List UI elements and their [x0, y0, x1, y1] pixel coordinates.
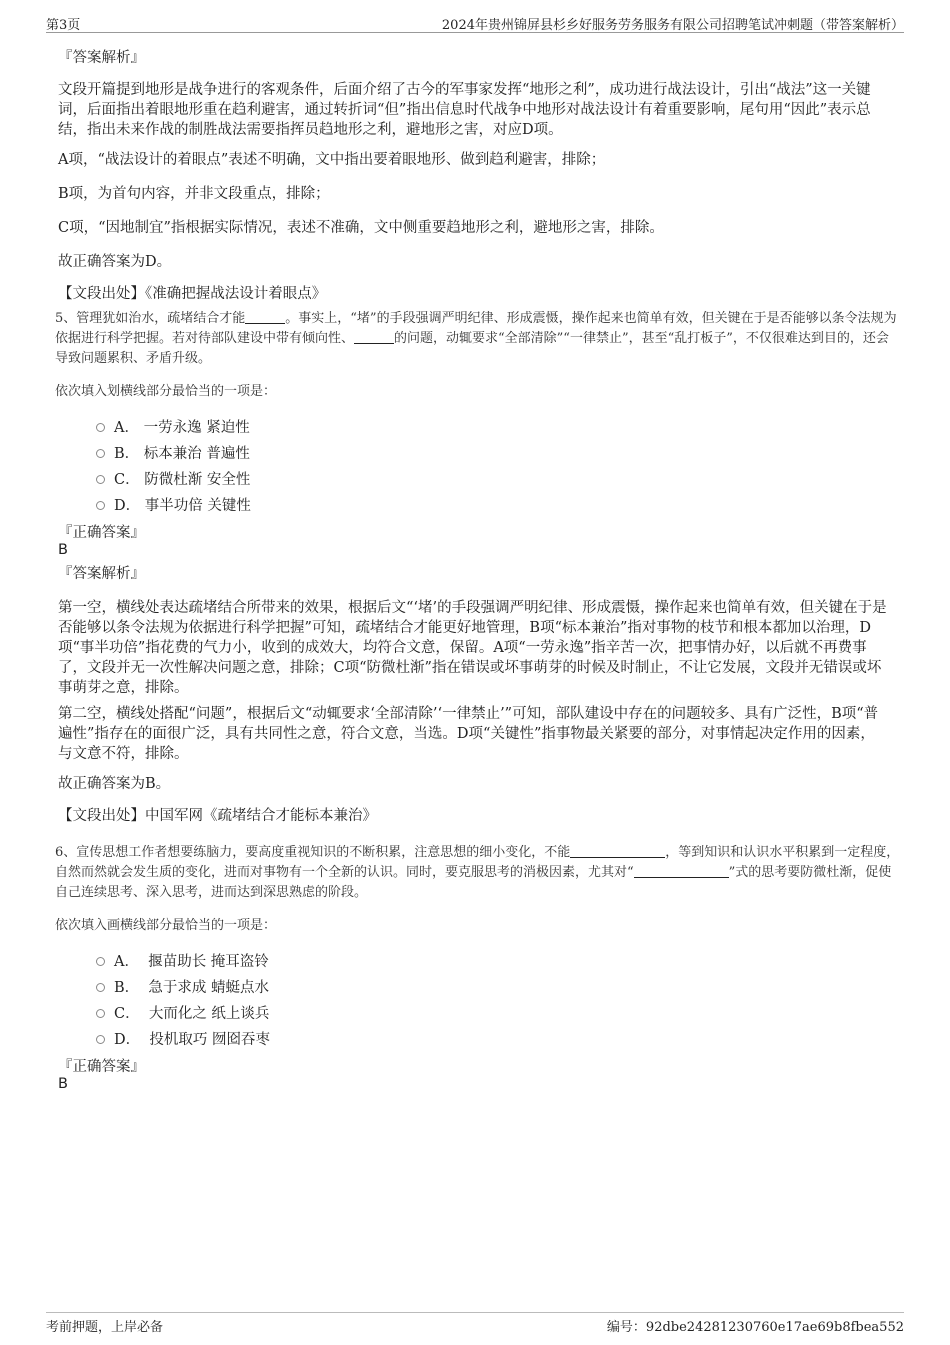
document-title: 2024年贵州锦屏县杉乡好服务劳务服务有限公司招聘笔试冲刺题（带答案解析） — [441, 18, 904, 33]
question-5-blank-2 — [354, 331, 394, 344]
radio-icon[interactable] — [96, 1009, 105, 1018]
analysis-paragraph-2: 第二空，横线处搭配“问题”，根据后文“动辄要求‘全部清除’‘一律禁止’”可知，部队建设中存在的问题较多、具有广泛性，B项“普遍性”指存在的面很广泛，具有共同性之意，符合文意，当选。D项“关键性”指事物最关紧要的部分，对事情起决定作用的因素，与文意不符，排除。 — [58, 706, 879, 762]
analysis-label: 『答案解析』 — [58, 50, 145, 66]
footer-slogan: 考前押题，上岸必备 — [46, 1320, 164, 1335]
analysis-label: 『答案解析』 — [58, 566, 145, 582]
radio-icon[interactable] — [96, 957, 105, 966]
page-number: 第3页 — [46, 18, 81, 33]
question-5-option-a[interactable]: A． 一劳永逸 紧迫性 — [96, 418, 250, 438]
radio-icon[interactable] — [96, 501, 105, 510]
question-5-blank-1 — [245, 311, 285, 324]
question-5-prompt: 依次填入划横线部分最恰当的一项是： — [55, 384, 277, 399]
analysis-option-c: C项，“因地制宜”指根据实际情况，表述不准确，文中侧重要趋地形之利，避地形之害，排除。 — [58, 220, 664, 236]
question-6-stem: 6、宣传思想工作者想要练脑力，要高度重视知识的不断积累，注意思想的细小变化，不能 ，等到知识和认识水平积累到一定程度，自然而然就会发生质的变化，进而对事物有一个全新的认识。同时，要克服思考的消极因素，尤其对“ ”式的思考要防微杜渐，促使自己连续思考、深入思考，进而达到深思熟虑的阶段。 — [55, 845, 900, 900]
radio-icon[interactable] — [96, 423, 105, 432]
radio-icon[interactable] — [96, 475, 105, 484]
correct-answer: B — [58, 542, 68, 558]
question-5-option-c[interactable]: C． 防微杜渐 安全性 — [96, 470, 250, 490]
analysis-conclusion: 故正确答案为D。 — [58, 254, 172, 270]
question-6-prompt: 依次填入画横线部分最恰当的一项是： — [55, 918, 277, 933]
page-header — [46, 12, 904, 33]
question-6-option-c[interactable]: C． 大而化之 纸上谈兵 — [96, 1004, 269, 1024]
source-citation: 【文段出处】中国军网《疏堵结合才能标本兼治》 — [58, 808, 377, 824]
correct-answer-label: 『正确答案』 — [58, 525, 145, 541]
source-citation: 【文段出处】《准确把握战法设计着眼点》 — [58, 286, 327, 302]
question-6-option-a[interactable]: A． 揠苗助长 掩耳盗铃 — [96, 952, 269, 972]
analysis-paragraph-1: 第一空，横线处表达疏堵结合所带来的效果，根据后文“‘堵’的手段强调严明纪律、形成震慑，操作起来也简单有效，但关键在于是否能够以条令法规为依据进行科学把握”可知，疏堵结合才能更好地管理，B项“标本兼治”指对事物的枝节和根本都加以治理，D项“事半功倍”指花费的气力小，收到的成效大，均符合文意，保留。A项“一劳永逸”指辛苦一次，把事情办好，以后就不再费事了，文段并无一次性解决问题之意，排除；C项“防微杜渐”指在错误或坏事萌芽的时候及时制止，不让它发展，文段并无错误或坏事萌芽之意，排除。 — [58, 600, 887, 696]
analysis-conclusion: 故正确答案为B。 — [58, 776, 171, 792]
question-5-stem: 5、管理犹如治水，疏堵结合才能 。事实上，“堵”的手段强调严明纪律、形成震慑，操作起来也简单有效，但关键在于是否能够以条令法规为依据进行科学把握。若对待部队建设中带有倾向性、 的问题，动辄要求“全部清除”“一律禁止”，甚至“乱打板子”，不仅很难达到目的，还会导致问题累积、矛盾升级。 — [55, 311, 897, 366]
analysis-option-a: A项，“战法设计的着眼点”表述不明确，文中指出要着眼地形、做到趋利避害，排除； — [58, 152, 606, 168]
question-6-blank-1 — [570, 845, 665, 858]
radio-icon[interactable] — [96, 449, 105, 458]
question-6-blank-2 — [634, 865, 729, 878]
page-footer — [46, 1312, 904, 1335]
question-6-option-d[interactable]: D． 投机取巧 囫囵吞枣 — [96, 1030, 270, 1050]
question-5-option-d[interactable]: D． 事半功倍 关键性 — [96, 496, 251, 516]
correct-answer-label: 『正确答案』 — [58, 1059, 145, 1075]
question-6-option-b[interactable]: B． 急于求成 蜻蜓点水 — [96, 978, 269, 998]
question-5-option-b[interactable]: B． 标本兼治 普遍性 — [96, 444, 250, 464]
analysis-option-b: B项，为首句内容，并非文段重点，排除； — [58, 186, 330, 202]
correct-answer: B — [58, 1076, 68, 1092]
analysis-paragraph: 文段开篇提到地形是战争进行的客观条件，后面介绍了古今的军事家发挥“地形之利”，成功进行战法设计，引出“战法”这一关键词，后面指出着眼地形重在趋利避害，通过转折词“但”指出信息时代战争中地形对战法设计有着重要影响，尾句用“因此”表示总结，指出未来作战的制胜战法需要指挥员趋地形之利，避地形之害，对应D项。 — [58, 82, 871, 138]
radio-icon[interactable] — [96, 1035, 105, 1044]
document-id: 编号：92dbe24281230760e17ae69b8fbea552 — [606, 1320, 904, 1335]
radio-icon[interactable] — [96, 983, 105, 992]
